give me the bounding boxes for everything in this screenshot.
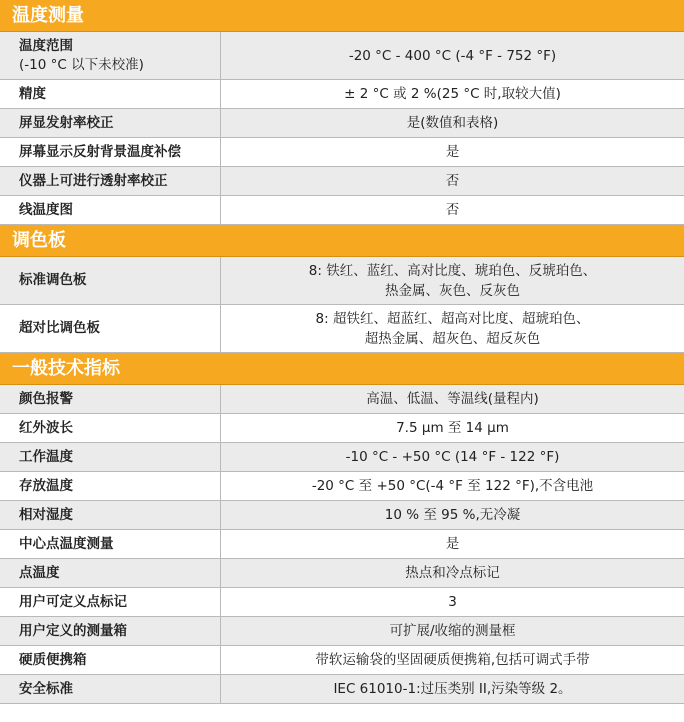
table-row: [0, 138, 684, 167]
row-value-line: 热金属、灰色、反灰色: [385, 282, 520, 299]
row-value: 是(数值和表格): [406, 115, 499, 131]
table-row: [0, 196, 684, 225]
row-value: -10 °C - +50 °C (14 °F - 122 °F): [345, 449, 560, 465]
table-row: [0, 443, 684, 472]
row-value: 热点和冷点标记: [405, 565, 500, 581]
row-label: 屏显发射率校正: [0, 109, 221, 137]
row-label: 线温度图: [0, 196, 221, 224]
row-label-main: 温度范围: [19, 37, 73, 54]
row-value: ± 2 °C 或 2 %(25 °C 时,取较大值): [344, 86, 561, 102]
row-value: -20 °C 至 +50 °C(-4 °F 至 122 °F),不含电池: [311, 478, 594, 494]
row-label: 安全标准: [0, 675, 221, 703]
table-row: [0, 530, 684, 559]
row-label: 红外波长: [0, 414, 221, 442]
table-row: [0, 559, 684, 588]
table-row: [0, 617, 684, 646]
row-value-line: 8: 超铁红、超蓝红、超高对比度、超琥珀色、: [315, 310, 590, 327]
row-label: 标准调色板: [0, 257, 221, 304]
row-label: 存放温度: [0, 472, 221, 500]
table-row: [0, 501, 684, 530]
row-value: [221, 305, 684, 352]
row-label: 超对比调色板: [0, 305, 221, 352]
row-value: 否: [445, 202, 460, 218]
row-label: 屏幕显示反射背景温度补偿: [0, 138, 221, 166]
row-value: 10 % 至 95 %,无冷凝: [384, 507, 521, 523]
row-value: 高温、低温、等温线(量程内): [366, 391, 539, 407]
row-label: 中心点温度测量: [0, 530, 221, 558]
row-value: 否: [445, 173, 460, 189]
section-header-temperature: 温度测量: [0, 0, 684, 32]
row-label: 用户可定义点标记: [0, 588, 221, 616]
table-row: [0, 257, 684, 305]
row-label: 硬质便携箱: [0, 646, 221, 674]
row-value: [221, 257, 684, 304]
table-row: [0, 675, 684, 704]
table-row: [0, 80, 684, 109]
row-label: 颜色报警: [0, 385, 221, 413]
row-value: 是: [445, 144, 460, 160]
row-label: 仪器上可进行透射率校正: [0, 167, 221, 195]
table-row: [0, 305, 684, 353]
row-label: 相对湿度: [0, 501, 221, 529]
table-row: [0, 646, 684, 675]
row-value: -20 °C - 400 °C (-4 °F - 752 °F): [348, 47, 557, 64]
table-row: [0, 414, 684, 443]
row-value: IEC 61010-1:过压类别 II,污染等级 2。: [333, 681, 572, 697]
table-row: [0, 588, 684, 617]
row-value: 可扩展/收缩的测量框: [389, 623, 516, 639]
table-row: [0, 109, 684, 138]
row-value: 是: [445, 536, 460, 552]
row-value: 带软运输袋的坚固硬质便携箱,包括可调式手带: [315, 652, 590, 668]
row-value-line: 8: 铁红、蓝红、高对比度、琥珀色、反琥珀色、: [308, 262, 597, 279]
table-row: [0, 167, 684, 196]
row-label: 用户定义的测量箱: [0, 617, 221, 645]
table-row: [0, 385, 684, 414]
row-label: 点温度: [0, 559, 221, 587]
row-label: 工作温度: [0, 443, 221, 471]
table-row: [0, 472, 684, 501]
section-header-general-specs: 一般技术指标: [0, 353, 684, 385]
row-label-sub: (-10 °C 以下未校准): [19, 56, 144, 73]
row-label: 精度: [0, 80, 221, 108]
row-value-line: 超热金属、超灰色、超反灰色: [364, 330, 541, 347]
row-value: 3: [448, 594, 457, 610]
row-value: 7.5 μm 至 14 μm: [396, 420, 509, 436]
row-label: [0, 32, 221, 79]
table-row: [0, 32, 684, 80]
section-header-palettes: 调色板: [0, 225, 684, 257]
